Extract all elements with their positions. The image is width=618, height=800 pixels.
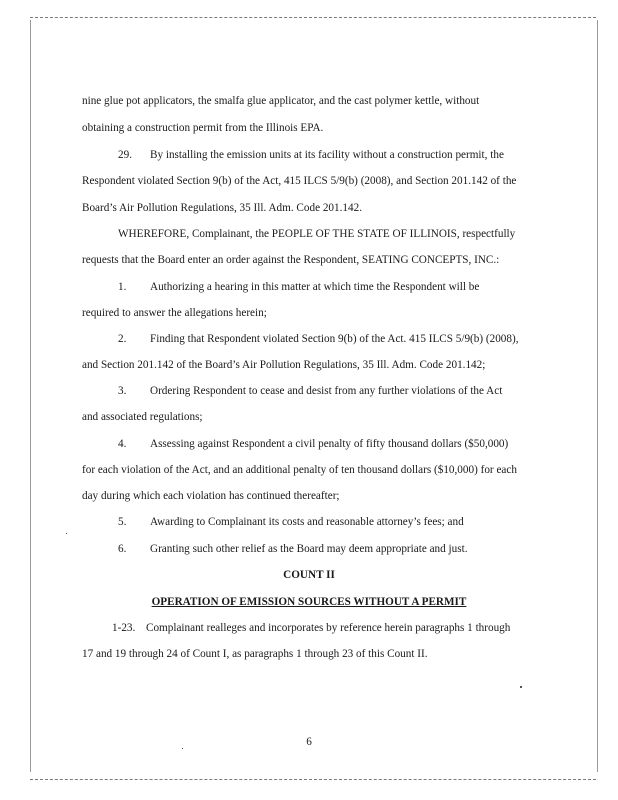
count-subheading: OPERATION OF EMISSION SOURCES WITHOUT A PERMIT: [151, 596, 467, 608]
paragraph-line: obtaining a construction permit from the Illinois EPA.: [82, 122, 324, 134]
wherefore-line: WHEREFORE, Complainant, the PEOPLE OF THE STATE OF ILLINOIS, respectfully: [118, 228, 516, 240]
relief-item-line: day during which each violation has continued thereafter;: [82, 490, 340, 502]
scan-edge-right: [597, 20, 598, 772]
relief-item-line: Authorizing a hearing in this matter at which time the Respondent will be: [150, 281, 480, 293]
relief-item-line: and Section 201.142 of the Board’s Air Pollution Regulations, 35 Ill. Adm. Code 201.142;: [82, 359, 486, 371]
relief-item-number: 2.: [118, 333, 127, 345]
scan-speck: [66, 533, 67, 534]
relief-item-line: Finding that Respondent violated Section 9(b) of the Act. 415 ILCS 5/9(b) (2008),: [150, 333, 519, 345]
relief-item-number: 3.: [118, 385, 127, 397]
paragraph-line: 17 and 19 through 24 of Count I, as paragraphs 1 through 23 of this Count II.: [82, 648, 428, 660]
scan-speck: [182, 748, 183, 749]
relief-item-line: Assessing against Respondent a civil penalty of fifty thousand dollars ($50,000): [150, 438, 509, 450]
count-heading: COUNT II: [283, 569, 335, 581]
relief-item-line: required to answer the allegations herein;: [82, 307, 267, 319]
page-number: 6: [306, 736, 312, 748]
relief-item-line: Ordering Respondent to cease and desist from any further violations of the Act: [150, 385, 503, 397]
paragraph-line: Respondent violated Section 9(b) of the Act, 415 ILCS 5/9(b) (2008), and Section 201.142 of the: [82, 175, 517, 187]
relief-item-line: Awarding to Complainant its costs and reasonable attorney’s fees; and: [150, 516, 464, 528]
relief-item-number: 6.: [118, 543, 127, 555]
scan-edge-bottom: [30, 779, 596, 780]
paragraph-number: 29.: [118, 149, 132, 161]
scan-edge-top: [30, 17, 596, 18]
relief-item-number: 5.: [118, 516, 127, 528]
scan-speck: [520, 686, 522, 688]
wherefore-line: requests that the Board enter an order against the Respondent, SEATING CONCEPTS, INC.:: [82, 254, 500, 266]
paragraph-line: Complainant realleges and incorporates by reference herein paragraphs 1 through: [146, 622, 511, 634]
relief-item-number: 1.: [118, 281, 127, 293]
relief-item-line: for each violation of the Act, and an additional penalty of ten thousand dollars ($10,000) for each: [82, 464, 517, 476]
relief-item-line: and associated regulations;: [82, 411, 203, 423]
paragraph-line: By installing the emission units at its facility without a construction permit, the: [150, 149, 504, 161]
paragraph-line: Board’s Air Pollution Regulations, 35 Ill. Adm. Code 201.142.: [82, 202, 362, 214]
paragraph-number: 1-23.: [112, 622, 136, 634]
scan-edge-left: [30, 20, 31, 772]
relief-item-number: 4.: [118, 438, 127, 450]
relief-item-line: Granting such other relief as the Board may deem appropriate and just.: [150, 543, 468, 555]
paragraph-line: nine glue pot applicators, the smalfa glue applicator, and the cast polymer kettle, without: [82, 95, 480, 107]
